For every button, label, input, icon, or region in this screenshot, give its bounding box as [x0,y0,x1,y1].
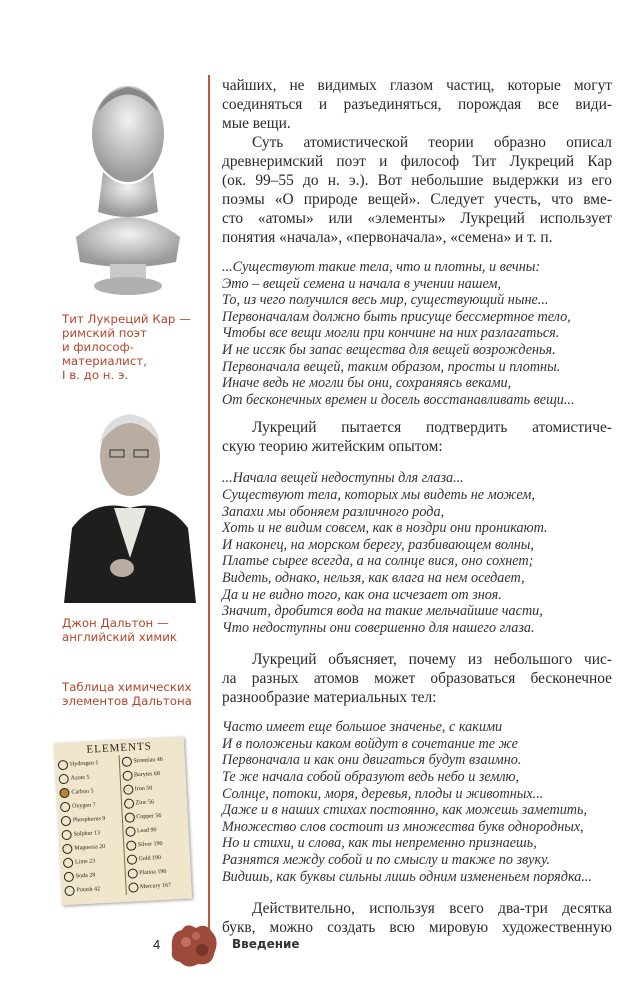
element-name: Soda 28 [75,872,96,880]
verse-line: Значит, дробится вода на такие мельчайшие части, [222,603,543,620]
element-symbol-icon [58,760,69,771]
element-name: Lead 90 [136,826,157,834]
element-symbol-icon [63,858,74,869]
element-name: Oxygen 7 [71,801,96,810]
verse-line: Это – вещей семена и начала в учении нашем, [222,275,502,292]
dalton-portrait-image [64,398,196,603]
element-name: Strontian 46 [133,756,163,764]
verse-line: Что недоступны они совершенно для нашего глаза. [222,619,535,636]
verse-line: То, из чего получился весь мир, существующий ныне... [222,292,549,309]
elements-table-image: ELEMENTS Hydrogen 1 Azote 5 Carbon 5 Oxygen 7 Phosphorus 9 Sulphur 13 Magnesia 20 Lime 23 Soda 28 Potash 42 Strontian 46 Barytes 68 Iron 50 Zinc 56 Copper 56 Lead 90 Silver 190 Gold 190 Platina 190 Mercury 167 [54,737,192,906]
verse-3 [222,719,612,885]
element-name: Phosphorus 9 [72,815,106,824]
element-name: Platina 190 [139,868,167,876]
element-symbol-icon [123,784,134,795]
paragraph-4: Лукреций объясняет, почему из небольшого чис- ла разных атомов может образоваться бесконечное разнообразие материальных тел: [222,651,612,707]
element-symbol-icon [59,788,70,799]
paragraph-2: Суть атомистической теории образно описал древнеримский поэт и философ Тит Лукреций Кар (ок. 99–55 до н. э.). Вот небольшие выдержки из его поэмы «О природе вещей». Следует учесть, что вме- сто «атомы» или «элементы» Лукреций использует понятия «начала», «первоначала», «семена» и т. п. [222,134,612,246]
lucretius-bust-image [58,72,198,302]
verse-line: Иначе ведь не могли бы они, сохраняясь веками, [222,375,512,392]
verse-line: ...Начала вещей недоступны для глаза... [222,470,464,487]
lucretius-caption: Тит Лукреций Кар — римский поэт и философ- материалист, I в. до н. э. [62,312,191,382]
verse-line: Первоначалам должно быть присуще бессмертное тело, [222,308,571,325]
element-name: Sulphur 13 [73,829,101,838]
element-name: Zinc 56 [135,798,155,806]
element-name: Azote 5 [70,774,90,782]
verse-line: Первоначала и как они двигаться будут взаимно. [222,752,522,769]
element-symbol-icon [126,854,137,865]
verse-line: Запахи мы обоняем различного рода, [222,503,445,520]
element-name: Gold 190 [138,854,162,862]
element-symbol-icon [122,770,133,781]
element-row [128,878,189,895]
element-symbol-icon [123,798,134,809]
paragraph-5: Действительно, используя всего два-три десятка букв, можно создать всю мировую художественную [222,900,612,937]
mineral-stone-image [168,920,220,970]
element-symbol-icon [125,826,136,837]
element-symbol-icon [58,774,69,785]
element-symbol-icon [126,840,137,851]
main-text-column [222,76,612,937]
element-name: Mercury 167 [139,882,172,890]
verse-line: Видеть, однако, нельзя, как влага на нем оседает, [222,569,525,586]
verse-line: Существуют тела, которых мы видеть не можем, [222,486,535,503]
element-symbol-icon [64,872,75,883]
section-title: Введение [232,937,300,951]
verse-line: Первоначала вещей, таким образом, просты и плотны. [222,358,561,375]
verse-line: Платье сырее всегда, а на солнце вися, оно сохнет; [222,553,534,570]
verse-2 [222,470,612,636]
paragraph-1: чайших, не видимых глазом частиц, которые могут соединяться и разъединяться, порождая все види- мые вещи. [222,77,612,132]
dalton-caption: Джон Дальтон — английский химик [62,616,178,644]
elements-table-caption: Таблица химических элементов Дальтона [62,680,192,708]
page-number: 4 [153,937,161,952]
element-symbol-icon [124,812,135,823]
verse-line: Хоть и не видим совсем, как в ноздри они проникают. [222,520,548,537]
element-symbol-icon [121,756,132,767]
element-name: Potash 42 [76,885,101,894]
element-symbol-icon [61,816,72,827]
element-name: Silver 190 [137,840,163,848]
element-symbol-icon [127,868,138,879]
element-symbol-icon [61,830,72,841]
element-name: Hydrogen 1 [69,759,99,768]
verse-1 [222,259,612,408]
element-name: Copper 56 [136,812,162,820]
verse-line: И наконец, на морском берегу, разбивающем волны, [222,536,534,553]
element-name: Lime 23 [74,858,96,866]
verse-line: И не иссяк бы запас вещества для вещей возрожденья. [222,341,556,358]
element-name: Magnesia 20 [74,843,106,852]
element-name: Barytes 68 [133,770,161,778]
verse-line: Но и стихи, и слова, как ты непременно признаешь, [222,835,537,852]
verse-line: ...Существуют такие тела, что и плотны, и вечны: [222,259,541,275]
paragraph-3: Лукреций пытается подтвердить атомистиче- скую теорию житейским опытом: [222,419,612,456]
verse-line: Часто имеет еще большое значенье, с какими [222,719,503,736]
element-symbol-icon [62,844,73,855]
verse-line: От бесконечных времен и досель восстанавливать вещи... [222,391,575,408]
element-name: Iron 50 [134,784,153,792]
verse-line: Множество слов состоит из множества букв однородных, [222,818,584,835]
verse-line: Солнце, потоки, моря, деревья, плоды и животных... [222,785,544,802]
element-symbol-icon [60,802,71,813]
verse-line: Даже и в наших стихах постоянно, как можешь заметить, [222,802,588,819]
column-divider [208,75,210,930]
verse-line: Чтобы все вещи могли при кончине на них разлагаться. [222,325,560,342]
verse-line: Разнятся между собой и по смыслу и также по звуку. [222,852,551,869]
element-symbol-icon [64,886,75,897]
verse-line: И в положеньи каком войдут в сочетание те же [222,735,518,752]
verse-line: Видишь, как буквы сильны лишь одним измененьем порядка... [222,868,592,885]
verse-line: Да и не видно того, как она исчезает от зноя. [222,586,502,603]
verse-line: Те же начала собой образуют ведь небо и землю, [222,769,520,786]
element-row [64,881,125,898]
element-name: Carbon 5 [71,788,94,796]
element-symbol-icon [128,882,139,893]
